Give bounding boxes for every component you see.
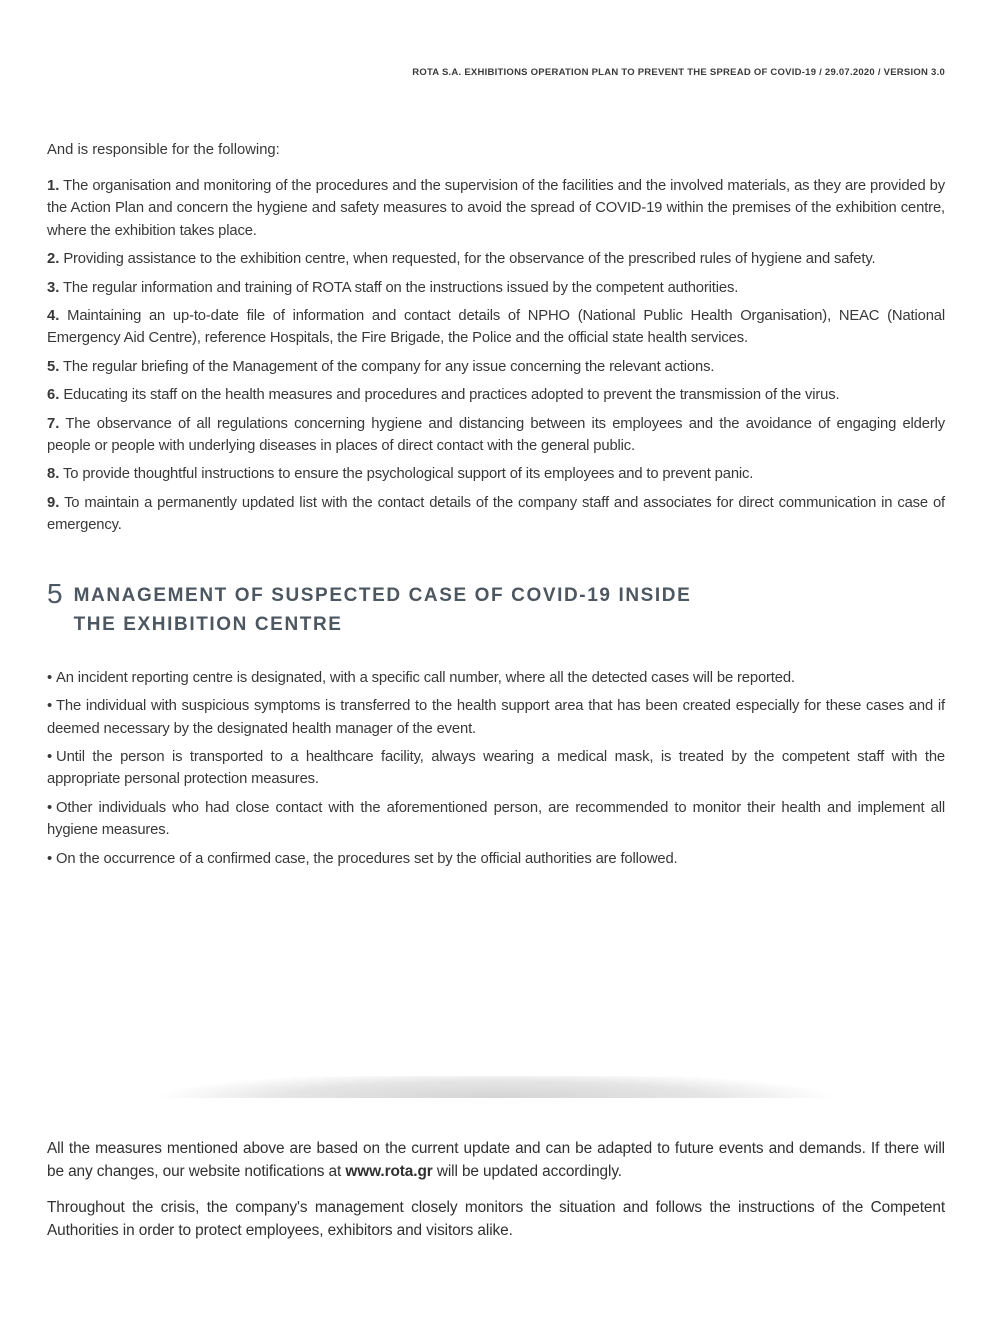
item-text: The regular information and training of ROTA staff on the instructions issued by the competent authorities.	[63, 279, 739, 296]
bullet-item-1	[47, 667, 945, 689]
section-title-line1: MANAGEMENT OF SUSPECTED CASE OF COVID-19 INSIDE	[73, 584, 692, 606]
bullet-item-5	[47, 848, 945, 870]
item-number: 1.	[47, 178, 60, 194]
item-text: Providing assistance to the exhibition centre, when requested, for the observance of the prescribed rules of hygiene and safety.	[63, 251, 876, 268]
page-break-shadow	[42, 1076, 950, 1098]
bullet-text: Other individuals who had close contact with the aforementioned person, are recommended to monitor their health and implement all hygiene measures.	[47, 799, 945, 839]
bullet-marker: •	[47, 748, 53, 765]
item-text: The observance of all regulations concerning hygiene and distancing between its employees and the avoidance of engaging elderly people or people with underlying diseases in places of direct contact with the general public.	[47, 415, 945, 455]
item-text: Maintaining an up-to-date file of information and contact details of NPHO (National Public Health Organisation), NEAC (National Emergency Aid Centre), reference Hospitals, the Fire Brigade, the Police and the official state health services.	[47, 308, 945, 347]
numbered-item-5	[47, 356, 945, 378]
bullet-marker: •	[47, 850, 53, 867]
section-title-line2: THE EXHIBITION CENTRE	[73, 613, 343, 635]
bullet-text: On the occurrence of a confirmed case, the procedures set by the official authorities are followed.	[56, 850, 678, 867]
numbered-item-4	[47, 305, 945, 350]
section-heading	[47, 579, 945, 639]
item-text: The organisation and monitoring of the procedures and the supervision of the facilities and the involved materials, as they are provided by the Action Plan and concern the hygiene and safety measures to avoid the spread of COVID-19 within the premises of the exhibition centre, where the exhibition takes place.	[47, 178, 945, 239]
numbered-item-8	[47, 463, 945, 485]
bullet-item-2	[47, 695, 945, 740]
intro-line: And is responsible for the following:	[47, 142, 280, 158]
bullet-text: An incident reporting centre is designated, with a specific call number, where all the detected cases will be reported.	[56, 669, 795, 686]
numbered-item-3	[47, 277, 945, 299]
bullet-item-4	[47, 797, 945, 842]
bullet-marker: •	[47, 669, 53, 686]
numbered-item-6	[47, 384, 945, 406]
section-title	[74, 579, 692, 639]
numbered-item-9	[47, 492, 945, 537]
item-number: 3.	[47, 279, 60, 296]
item-number: 8.	[47, 466, 60, 483]
closing-note-1-tail: will be updated accordingly.	[432, 1163, 622, 1180]
item-text: To provide thoughtful instructions to ensure the psychological support of its employees and to prevent panic.	[63, 466, 754, 483]
item-text: Educating its staff on the health measures and procedures and practices adopted to prevent the transmission of the virus.	[63, 387, 840, 404]
closing-note-1-text: All the measures mentioned above are based on the current update and can be adapted to future events and demands. If there will be any changes, our website notifications at	[47, 1140, 945, 1180]
bullet-text: The individual with suspicious symptoms is transferred to the health support area that has been created especially for these cases and if deemed necessary by the designated health manager of the event.	[47, 698, 945, 737]
website-url: www.rota.gr	[345, 1163, 433, 1180]
item-number: 5.	[47, 358, 60, 375]
item-number: 9.	[47, 494, 60, 511]
numbered-item-2	[47, 248, 945, 270]
bullet-marker: •	[47, 799, 53, 816]
page-content	[47, 139, 945, 876]
closing-notes	[47, 1137, 945, 1255]
section-number: 5	[47, 577, 63, 609]
closing-note-1	[47, 1137, 945, 1183]
bullet-text: Until the person is transported to a healthcare facility, always wearing a medical mask, is treated by the competent staff with the appropriate personal protection measures.	[47, 748, 945, 788]
numbered-item-1	[47, 175, 945, 242]
item-number: 4.	[47, 308, 60, 325]
numbered-item-7	[47, 413, 945, 458]
item-number: 6.	[47, 387, 60, 404]
bullet-marker: •	[47, 698, 53, 715]
item-number: 2.	[47, 251, 60, 268]
item-number: 7.	[47, 415, 60, 432]
item-text: The regular briefing of the Management of the company for any issue concerning the relevant actions.	[63, 358, 715, 375]
bullet-item-3	[47, 746, 945, 791]
running-header: ROTA S.A. EXHIBITIONS OPERATION PLAN TO PREVENT THE SPREAD OF COVID-19 / 29.07.2020 / VERSION 3.0	[412, 67, 945, 78]
item-text: To maintain a permanently updated list with the contact details of the company staff and associates for direct communication in case of emergency.	[47, 494, 945, 534]
closing-note-2: Throughout the crisis, the company's management closely monitors the situation and follows the instructions of the Competent Authorities in order to protect employees, exhibitors and visitors alike.	[47, 1199, 945, 1239]
